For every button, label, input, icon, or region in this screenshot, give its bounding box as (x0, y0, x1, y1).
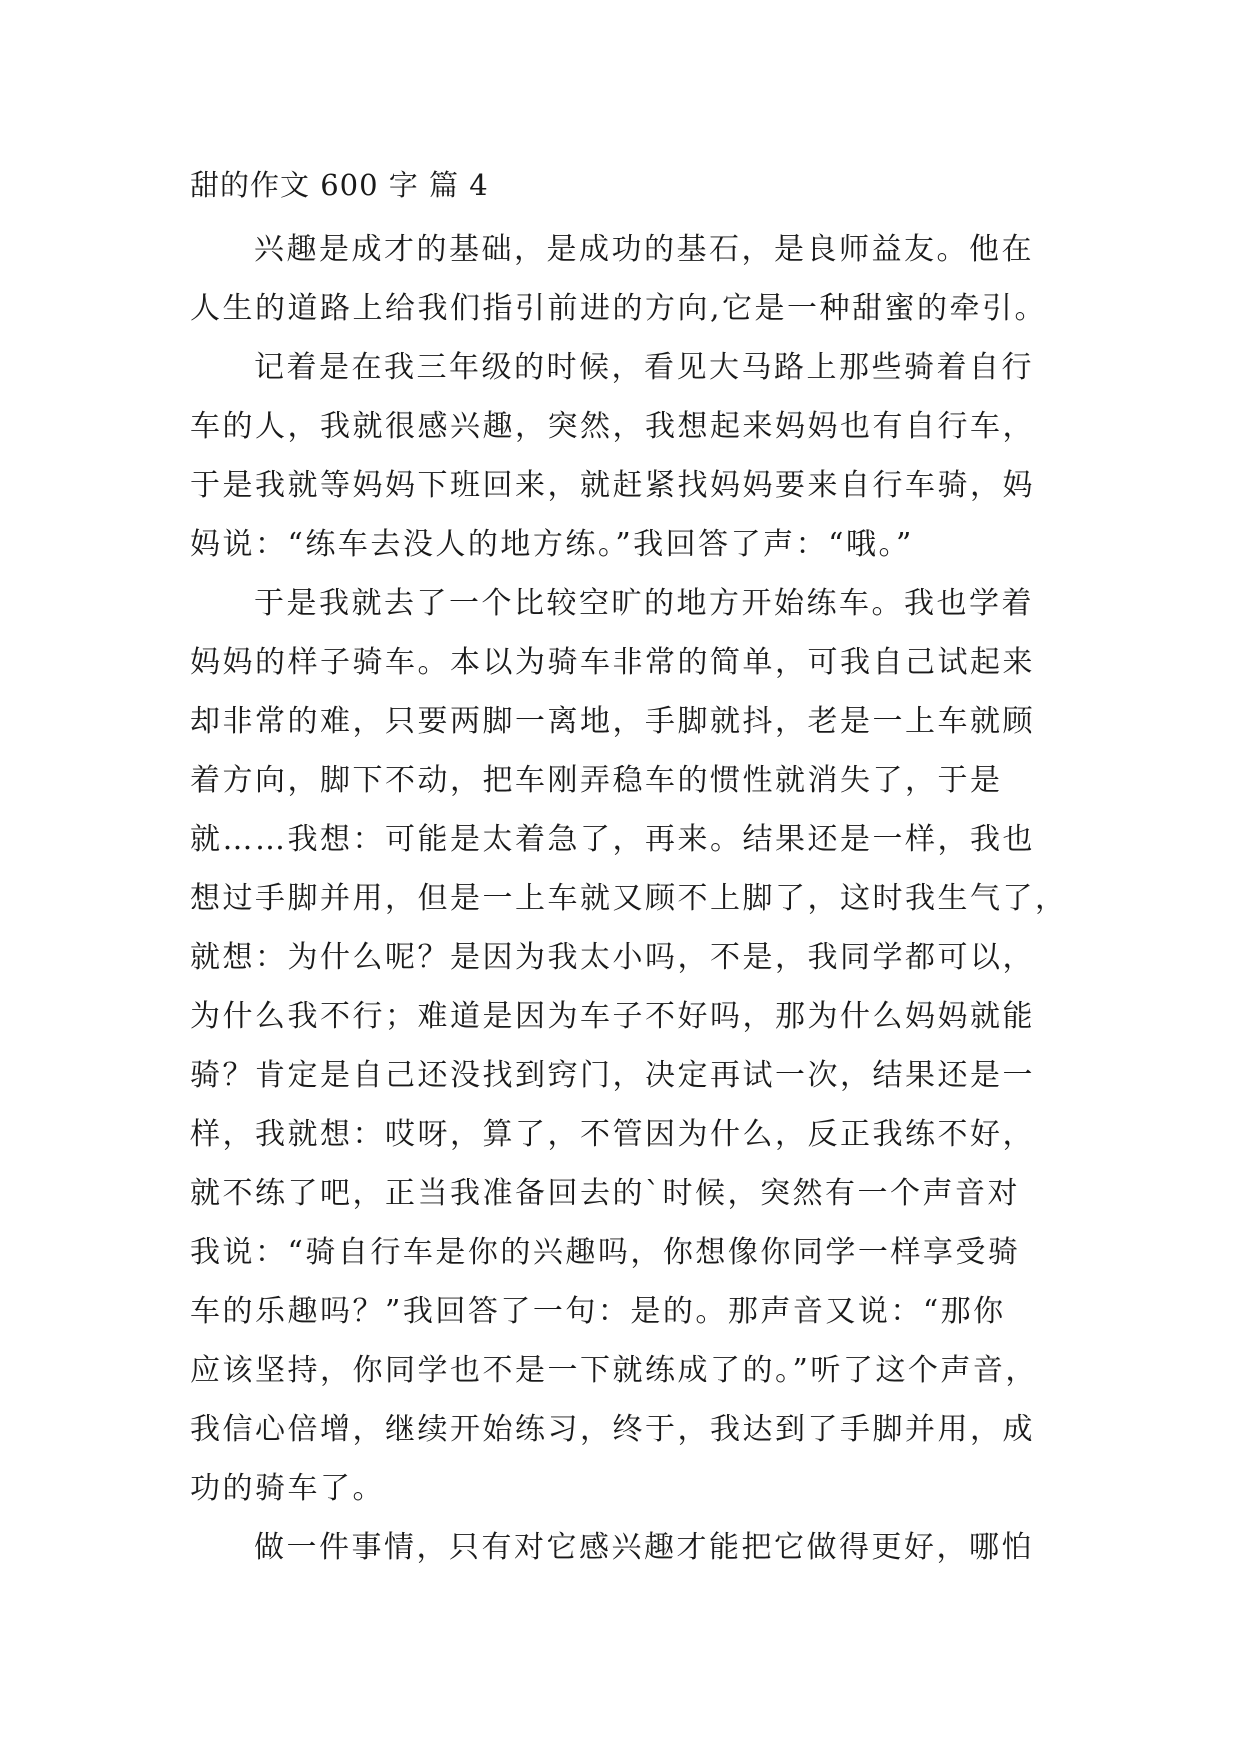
document-title: 甜的作文 600 字 篇 4 (190, 168, 489, 202)
text-line: 妈妈的样子骑车。本以为骑车非常的简单，可我自己试起来 (190, 645, 1035, 680)
text-line: 于是我就去了一个比较空旷的地方开始练车。我也学着 (254, 586, 1034, 621)
text-line: 骑？肯定是自己还没找到窍门，决定再试一次，结果还是一 (190, 1058, 1035, 1093)
text-line: 样，我就想：哎呀，算了，不管因为什么，反正我练不好， (190, 1117, 1035, 1152)
text-line: 就……我想：可能是太着急了，再来。结果还是一样，我也 (190, 822, 1035, 857)
text-line: 想过手脚并用，但是一上车就又顾不上脚了，这时我生气了， (190, 881, 1068, 916)
text-line: 记着是在我三年级的时候，看见大马路上那些骑着自行 (254, 350, 1034, 385)
text-line: 着方向，脚下不动，把车刚弄稳车的惯性就消失了，于是 (190, 763, 1003, 798)
text-line: 却非常的难，只要两脚一离地，手脚就抖，老是一上车就顾 (190, 704, 1035, 739)
text-line: 应该坚持，你同学也不是一下就练成了的。”听了这个声音， (190, 1353, 1038, 1388)
text-line: 功的骑车了。 (190, 1471, 385, 1506)
text-line: 就想：为什么呢？是因为我太小吗，不是，我同学都可以， (190, 940, 1035, 975)
text-line: 妈说：“练车去没人的地方练。”我回答了声：“哦。” (190, 527, 914, 562)
text-line: 为什么我不行；难道是因为车子不好吗，那为什么妈妈就能 (190, 999, 1035, 1034)
text-line: 我说：“骑自行车是你的兴趣吗，你想像你同学一样享受骑 (190, 1235, 1021, 1270)
text-line: 车的人，我就很感兴趣，突然，我想起来妈妈也有自行车， (190, 409, 1035, 444)
text-line: 做一件事情，只有对它感兴趣才能把它做得更好，哪怕 (254, 1530, 1034, 1565)
text-line: 车的乐趣吗？”我回答了一句：是的。那声音又说：“那你 (190, 1294, 1006, 1329)
text-line: 我信心倍增，继续开始练习，终于，我达到了手脚并用，成 (190, 1412, 1035, 1447)
text-line: 于是我就等妈妈下班回来，就赶紧找妈妈要来自行车骑，妈 (190, 468, 1035, 503)
text-line: 兴趣是成才的基础，是成功的基石，是良师益友。他在 (254, 232, 1034, 267)
text-line: 就不练了吧，正当我准备回去的`时候，突然有一个声音对 (190, 1176, 1020, 1211)
text-line: 人生的道路上给我们指引前进的方向,它是一种甜蜜的牵引。 (190, 291, 1048, 326)
essay-body (190, 220, 1070, 1577)
